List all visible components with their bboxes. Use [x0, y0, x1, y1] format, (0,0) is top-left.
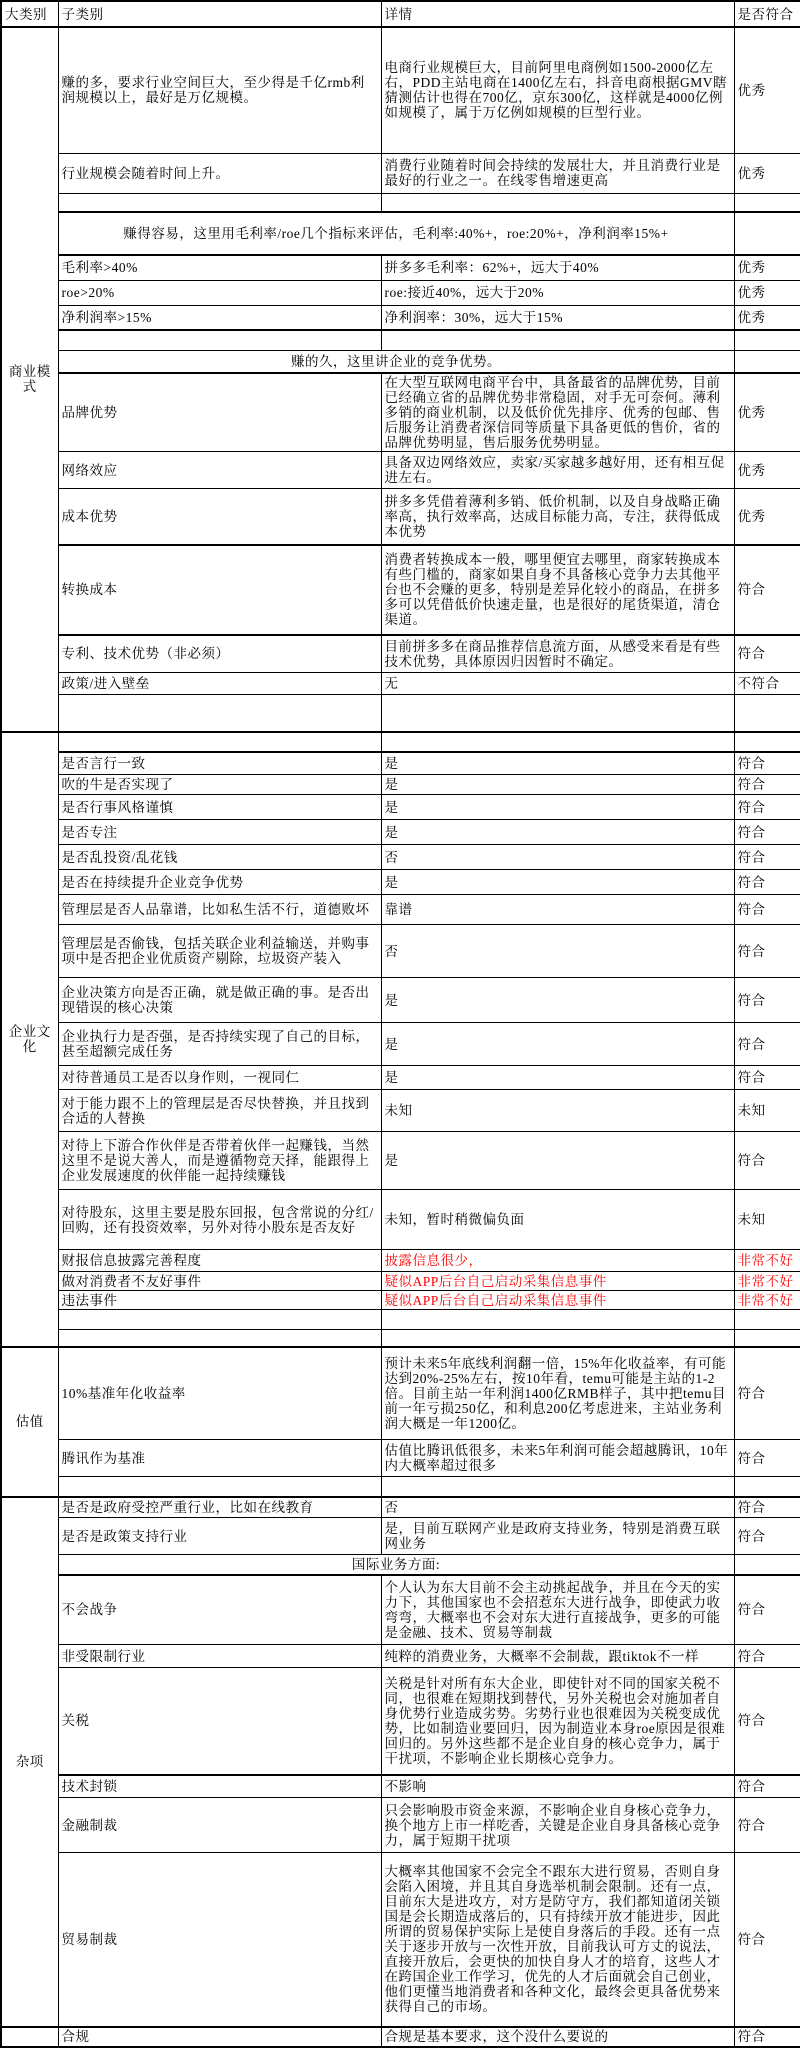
- sub-category-cell: 对待普通员工是否以身作则，一视同仁: [58, 1066, 381, 1090]
- sub-category-cell: 转换成本: [58, 545, 381, 635]
- sub-category-cell: 金融制裁: [58, 1798, 381, 1853]
- verdict-cell: 符合: [734, 1347, 800, 1440]
- verdict-cell: 非常不好: [734, 1250, 800, 1272]
- empty-row: [1, 1310, 800, 1330]
- verdict-cell: [734, 1555, 800, 1575]
- detail-cell: 是: [381, 978, 734, 1023]
- sub-category-cell: 是否是政府受控严重行业，比如在线教育: [58, 1497, 381, 1518]
- detail-cell: 是: [381, 820, 734, 845]
- verdict-cell: [734, 350, 800, 373]
- table-body: [1, 27, 800, 2047]
- sub-category-cell: 专利、技术优势（非必须）: [58, 635, 381, 673]
- detail-cell: 是: [381, 775, 734, 795]
- sub-category-cell: 关税: [58, 1668, 381, 1775]
- detail-cell: 是: [381, 752, 734, 775]
- verdict-cell: 非常不好: [734, 1291, 800, 1310]
- table-row: [1, 1347, 800, 1440]
- verdict-cell: 符合: [734, 1853, 800, 2027]
- detail-cell: 目前拼多多在商品推荐信息流方面，从感受来看是有些技术优势，具体原因归因暂时不确定。: [381, 635, 734, 673]
- empty-row: [1, 193, 800, 212]
- table-row: [1, 452, 800, 489]
- sub-category-cell: [58, 330, 381, 350]
- detail-cell: [381, 193, 734, 212]
- verdict-cell: 不符合: [734, 673, 800, 695]
- verdict-cell: 优秀: [734, 27, 800, 153]
- detail-cell: [381, 330, 734, 350]
- verdict-cell: 符合: [734, 752, 800, 775]
- verdict-cell: 符合: [734, 1775, 800, 1798]
- detail-cell: 是，目前互联网产业是政府支持业务，特别是消费互联网业务: [381, 1518, 734, 1555]
- table-row: [1, 305, 800, 330]
- detail-cell: [381, 1330, 734, 1347]
- table-row: [1, 1023, 800, 1066]
- sub-category-cell: 管理层是否偷钱，包括关联企业利益输送，并购事项中是否把企业优质资产剔除，垃圾资产装入: [58, 925, 381, 978]
- table-row: [1, 27, 800, 153]
- verdict-cell: 符合: [734, 1497, 800, 1518]
- verdict-cell: [734, 695, 800, 732]
- sub-category-cell: 技术封锁: [58, 1775, 381, 1798]
- sub-category-cell: 毛利率>40%: [58, 255, 381, 280]
- verdict-cell: 符合: [734, 1440, 800, 1477]
- detail-cell: 拼多多凭借着薄利多销、低价机制，以及自身战略正确率高，执行效率高，达成目标能力高，专注，获得低成本优势: [381, 489, 734, 545]
- table-row: [1, 373, 800, 452]
- detail-cell: 合规是基本要求，这个没什么要说的: [381, 2027, 734, 2047]
- table-row: [1, 1497, 800, 1518]
- table-row: [1, 255, 800, 280]
- verdict-cell: 优秀: [734, 452, 800, 489]
- table-row: [1, 925, 800, 978]
- table-row: [1, 820, 800, 845]
- verdict-cell: 符合: [734, 635, 800, 673]
- sub-category-cell: 非受限制行业: [58, 1645, 381, 1668]
- detail-cell: 披露信息很少，: [381, 1250, 734, 1272]
- detail-cell: 消费者转换成本一般，哪里便宜去哪里，商家转换成本有些门槛的，商家如果自身不具备核心竞争力去其他平台也不会赚的更多，特别是差异化较小的商品，在拼多多可以凭借低价快速走量，也是很好的尾货渠道，清仓渠道。: [381, 545, 734, 635]
- verdict-cell: 优秀: [734, 280, 800, 305]
- detail-cell: 疑似APP后台自己启动采集信息事件: [381, 1291, 734, 1310]
- sub-category-cell: 赚的多，要求行业空间巨大，至少得是千亿rmb利润规模以上，最好是万亿规模。: [58, 27, 381, 153]
- header-row: [1, 1, 800, 27]
- verdict-cell: 符合: [734, 1798, 800, 1853]
- detail-cell: 是: [381, 1066, 734, 1090]
- detail-cell: 拼多多毛利率：62%+，远大于40%: [381, 255, 734, 280]
- verdict-cell: 符合: [734, 1518, 800, 1555]
- group-note-row: [1, 350, 800, 373]
- header-major-category: 大类别: [1, 1, 58, 27]
- sub-category-cell: [58, 732, 381, 752]
- table-row: [1, 1668, 800, 1775]
- sub-category-cell: 网络效应: [58, 452, 381, 489]
- sub-category-cell: 品牌优势: [58, 373, 381, 452]
- verdict-cell: 优秀: [734, 153, 800, 193]
- table-row: [1, 635, 800, 673]
- detail-cell: 是: [381, 795, 734, 820]
- header-verdict: 是否符合: [734, 1, 800, 27]
- verdict-cell: 符合: [734, 545, 800, 635]
- detail-cell: 电商行业规模巨大，目前阿里电商例如1500-2000亿左右，PDD主站电商在1400亿左右，抖音电商根据GMV瞎猜测估计也得在700亿，京东300亿，这样就是4000亿例如规模了，属于万亿例如规模的巨型行业。: [381, 27, 734, 153]
- sub-category-cell: 企业决策方向是否正确，就是做正确的事。是否出现错误的核心决策: [58, 978, 381, 1023]
- table-row: [1, 1440, 800, 1477]
- verdict-cell: 优秀: [734, 305, 800, 330]
- detail-cell: 预计未来5年底线利润翻一倍，15%年化收益率，有可能达到20%-25%左右，按10年看，temu可能是主站的1-2倍。目前主站一年利润1400亿RMB样子，其中把temu目前一年亏损250亿，和利息200亿考虑进来，主站业务利润大概是一年1200亿。: [381, 1347, 734, 1440]
- empty-row: [1, 1477, 800, 1497]
- table-row: [1, 845, 800, 870]
- detail-cell: 纯粹的消费业务，大概率不会制裁，跟tiktok不一样: [381, 1645, 734, 1668]
- sub-category-cell: 是否行事风格谨慎: [58, 795, 381, 820]
- detail-cell: 靠谱: [381, 895, 734, 925]
- detail-cell: 是: [381, 870, 734, 895]
- sub-category-cell: 财报信息披露完善程度: [58, 1250, 381, 1272]
- verdict-cell: 未知: [734, 1090, 800, 1132]
- verdict-cell: 符合: [734, 795, 800, 820]
- verdict-cell: 符合: [734, 775, 800, 795]
- verdict-cell: 符合: [734, 1645, 800, 1668]
- sub-category-cell: 贸易制裁: [58, 1853, 381, 2027]
- category-cell: 估值: [1, 1347, 58, 1497]
- verdict-cell: [734, 732, 800, 752]
- verdict-cell: 符合: [734, 1668, 800, 1775]
- table-row: [1, 545, 800, 635]
- detail-cell: [381, 695, 734, 732]
- sub-category-cell: 10%基准年化收益率: [58, 1347, 381, 1440]
- table-row: [1, 752, 800, 775]
- table-row: [1, 1291, 800, 1310]
- sub-category-cell: 合规: [58, 2027, 381, 2047]
- sub-category-cell: 净利润率>15%: [58, 305, 381, 330]
- detail-cell: 否: [381, 925, 734, 978]
- table-row: [1, 978, 800, 1023]
- sub-category-cell: 是否乱投资/乱花钱: [58, 845, 381, 870]
- detail-cell: roe:接近40%，远大于20%: [381, 280, 734, 305]
- verdict-cell: [734, 1310, 800, 1330]
- detail-cell: 只会影响股市资金来源，不影响企业自身核心竞争力，换个地方上市一样吃香，关键是企业自身具备核心竞争力，属于短期干扰项: [381, 1798, 734, 1853]
- table-row: [1, 775, 800, 795]
- sub-category-cell: 管理层是否人品靠谱，比如私生活不行，道德败坏: [58, 895, 381, 925]
- detail-cell: 净利润率：30%，远大于15%: [381, 305, 734, 330]
- table-row: [1, 153, 800, 193]
- verdict-cell: 符合: [734, 925, 800, 978]
- table-row: [1, 1775, 800, 1798]
- sub-category-cell: 违法事件: [58, 1291, 381, 1310]
- category-cell: [1, 2027, 58, 2047]
- verdict-cell: 未知: [734, 1190, 800, 1250]
- verdict-cell: 符合: [734, 845, 800, 870]
- table-row: [1, 1250, 800, 1272]
- sub-category-cell: 成本优势: [58, 489, 381, 545]
- verdict-cell: 符合: [734, 2027, 800, 2047]
- table-row: [1, 1798, 800, 1853]
- verdict-cell: 符合: [734, 1023, 800, 1066]
- table-row: [1, 1066, 800, 1090]
- verdict-cell: 非常不好: [734, 1272, 800, 1291]
- verdict-cell: 符合: [734, 870, 800, 895]
- sub-category-cell: [58, 1310, 381, 1330]
- header-sub-category: 子类别: [58, 1, 381, 27]
- sub-category-cell: 不会战争: [58, 1575, 381, 1645]
- table-row: [1, 1645, 800, 1668]
- table-row: [1, 1575, 800, 1645]
- detail-cell: 是: [381, 1023, 734, 1066]
- sub-category-cell: 对待上下游合作伙伴是否带着伙伴一起赚钱，当然这里不是说大善人，而是遵循物竞天择，能跟得上企业发展速度的伙伴能一起持续赚钱: [58, 1132, 381, 1190]
- detail-cell: 未知: [381, 1090, 734, 1132]
- table-row: [1, 870, 800, 895]
- category-cell: 企业文化: [1, 732, 58, 1347]
- empty-row: [1, 732, 800, 752]
- table-row: [1, 2027, 800, 2047]
- verdict-cell: [734, 212, 800, 255]
- sub-category-cell: 是否言行一致: [58, 752, 381, 775]
- detail-cell: 不影响: [381, 1775, 734, 1798]
- sub-category-cell: [58, 1477, 381, 1497]
- verdict-cell: [734, 1477, 800, 1497]
- detail-cell: [381, 1477, 734, 1497]
- sub-category-cell: 对待股东，这里主要是股东回报，包含常说的分红/回购，还有投资效率，另外对待小股东是否友好: [58, 1190, 381, 1250]
- detail-cell: 否: [381, 845, 734, 870]
- verdict-cell: 符合: [734, 1132, 800, 1190]
- sub-category-cell: 腾讯作为基准: [58, 1440, 381, 1477]
- category-cell: 杂项: [1, 1497, 58, 2027]
- table-row: [1, 795, 800, 820]
- table-row: [1, 1090, 800, 1132]
- detail-cell: 个人认为东大目前不会主动挑起战争，并且在今天的实力下，其他国家也不会招惹东大进行战争，即使武力收弯弯，大概率也不会对东大进行直接战争，更多的可能是金融、技术、贸易等制裁: [381, 1575, 734, 1645]
- table-row: [1, 1190, 800, 1250]
- verdict-cell: [734, 1330, 800, 1347]
- group-note-cell: 赚的久，这里讲企业的竞争优势。: [58, 350, 734, 373]
- verdict-cell: 优秀: [734, 489, 800, 545]
- detail-cell: 具备双边网络效应，卖家/买家越多越好用，还有相互促进左右。: [381, 452, 734, 489]
- group-note-row: [1, 212, 800, 255]
- sub-category-cell: 企业执行力是否强，是否持续实现了自己的目标，甚至超额完成任务: [58, 1023, 381, 1066]
- verdict-cell: 符合: [734, 978, 800, 1023]
- empty-row: [1, 695, 800, 732]
- detail-cell: 是: [381, 1132, 734, 1190]
- table-row: [1, 280, 800, 305]
- verdict-cell: 符合: [734, 895, 800, 925]
- verdict-cell: [734, 330, 800, 350]
- sub-category-cell: 是否在持续提升企业竞争优势: [58, 870, 381, 895]
- detail-cell: 消费行业随着时间会持续的发展壮大，并且消费行业是最好的行业之一。在线零售增速更高: [381, 153, 734, 193]
- sub-category-cell: 政策/进入壁垒: [58, 673, 381, 695]
- table-row: [1, 895, 800, 925]
- table-row: [1, 1132, 800, 1190]
- detail-cell: 未知，暂时稍微偏负面: [381, 1190, 734, 1250]
- detail-cell: 估值比腾讯低很多，未来5年利润可能会超越腾讯，10年内大概率超过很多: [381, 1440, 734, 1477]
- detail-cell: [381, 732, 734, 752]
- sub-category-cell: roe>20%: [58, 280, 381, 305]
- group-note-row: [1, 1555, 800, 1575]
- sub-category-cell: 行业规模会随着时间上升。: [58, 153, 381, 193]
- detail-cell: [381, 1310, 734, 1330]
- verdict-cell: [734, 193, 800, 212]
- verdict-cell: 符合: [734, 1575, 800, 1645]
- sub-category-cell: 是否是政策支持行业: [58, 1518, 381, 1555]
- detail-cell: 否: [381, 1497, 734, 1518]
- sub-category-cell: 吹的牛是否实现了: [58, 775, 381, 795]
- empty-row: [1, 1330, 800, 1347]
- detail-cell: 关税是针对所有东大企业，即使针对不同的国家关税不同，也很难在短期找到替代，另外关税也会对施加者自身优势行业造成劣势。劣势行业也很难因为关税变成优势，比如制造业要回归，因为制造业本身roe原因是很难回归的。另外这些都不是企业自身的核心竞争力，属于干扰项，不影响企业长期核心竞争力。: [381, 1668, 734, 1775]
- empty-row: [1, 330, 800, 350]
- detail-cell: 疑似APP后台自己启动采集信息事件: [381, 1272, 734, 1291]
- sub-category-cell: 对于能力跟不上的管理层是否尽快替换，并且找到合适的人替换: [58, 1090, 381, 1132]
- verdict-cell: 符合: [734, 1066, 800, 1090]
- sub-category-cell: 是否专注: [58, 820, 381, 845]
- table-row: [1, 489, 800, 545]
- detail-cell: 无: [381, 673, 734, 695]
- table-row: [1, 1272, 800, 1291]
- header-detail: 详情: [381, 1, 734, 27]
- detail-cell: 大概率其他国家不会完全不跟东大进行贸易，否则自身会陷入困境，并且其自身选举机制会限制。还有一点，目前东大是进攻方，对方是防守方，我们都知道闭关锁国是会长期造成落后的，只有持续开放才能进步，因此所谓的贸易保护实际上是使自身落后的手段。还有一点关于逐步开放与一次性开放，目前我认可方丈的说法，直接开放后，会更快的加快自身人才的培育，这些人才在跨国企业工作学习，优先的人才后面就会自己创业，他们更懂当地消费者和各种文化，最终会更具备优势来获得自己的市场。: [381, 1853, 734, 2027]
- sub-category-cell: 做对消费者不友好事件: [58, 1272, 381, 1291]
- sub-category-cell: [58, 193, 381, 212]
- group-note-cell: 赚得容易，这里用毛利率/roe几个指标来评估，毛利率:40%+，roe:20%+，净利润率15%+: [58, 212, 734, 255]
- table-row: [1, 1853, 800, 2027]
- verdict-cell: 优秀: [734, 255, 800, 280]
- sub-category-cell: [58, 695, 381, 732]
- detail-cell: 在大型互联网电商平台中，具备最省的品牌优势，目前已经确立省的品牌优势非常稳固，对手无可奈何。薄利多销的商业机制，以及低价优先排序、优秀的包邮、售后服务让消费者深信同等质量下具备更低的售价，省的品牌优势明显，售后服务优势明显。: [381, 373, 734, 452]
- table-row: [1, 673, 800, 695]
- verdict-cell: 优秀: [734, 373, 800, 452]
- category-cell: 商业模式: [1, 27, 58, 732]
- table-row: [1, 1518, 800, 1555]
- sub-category-cell: [58, 1330, 381, 1347]
- verdict-cell: 符合: [734, 820, 800, 845]
- group-note-cell: 国际业务方面:: [58, 1555, 734, 1575]
